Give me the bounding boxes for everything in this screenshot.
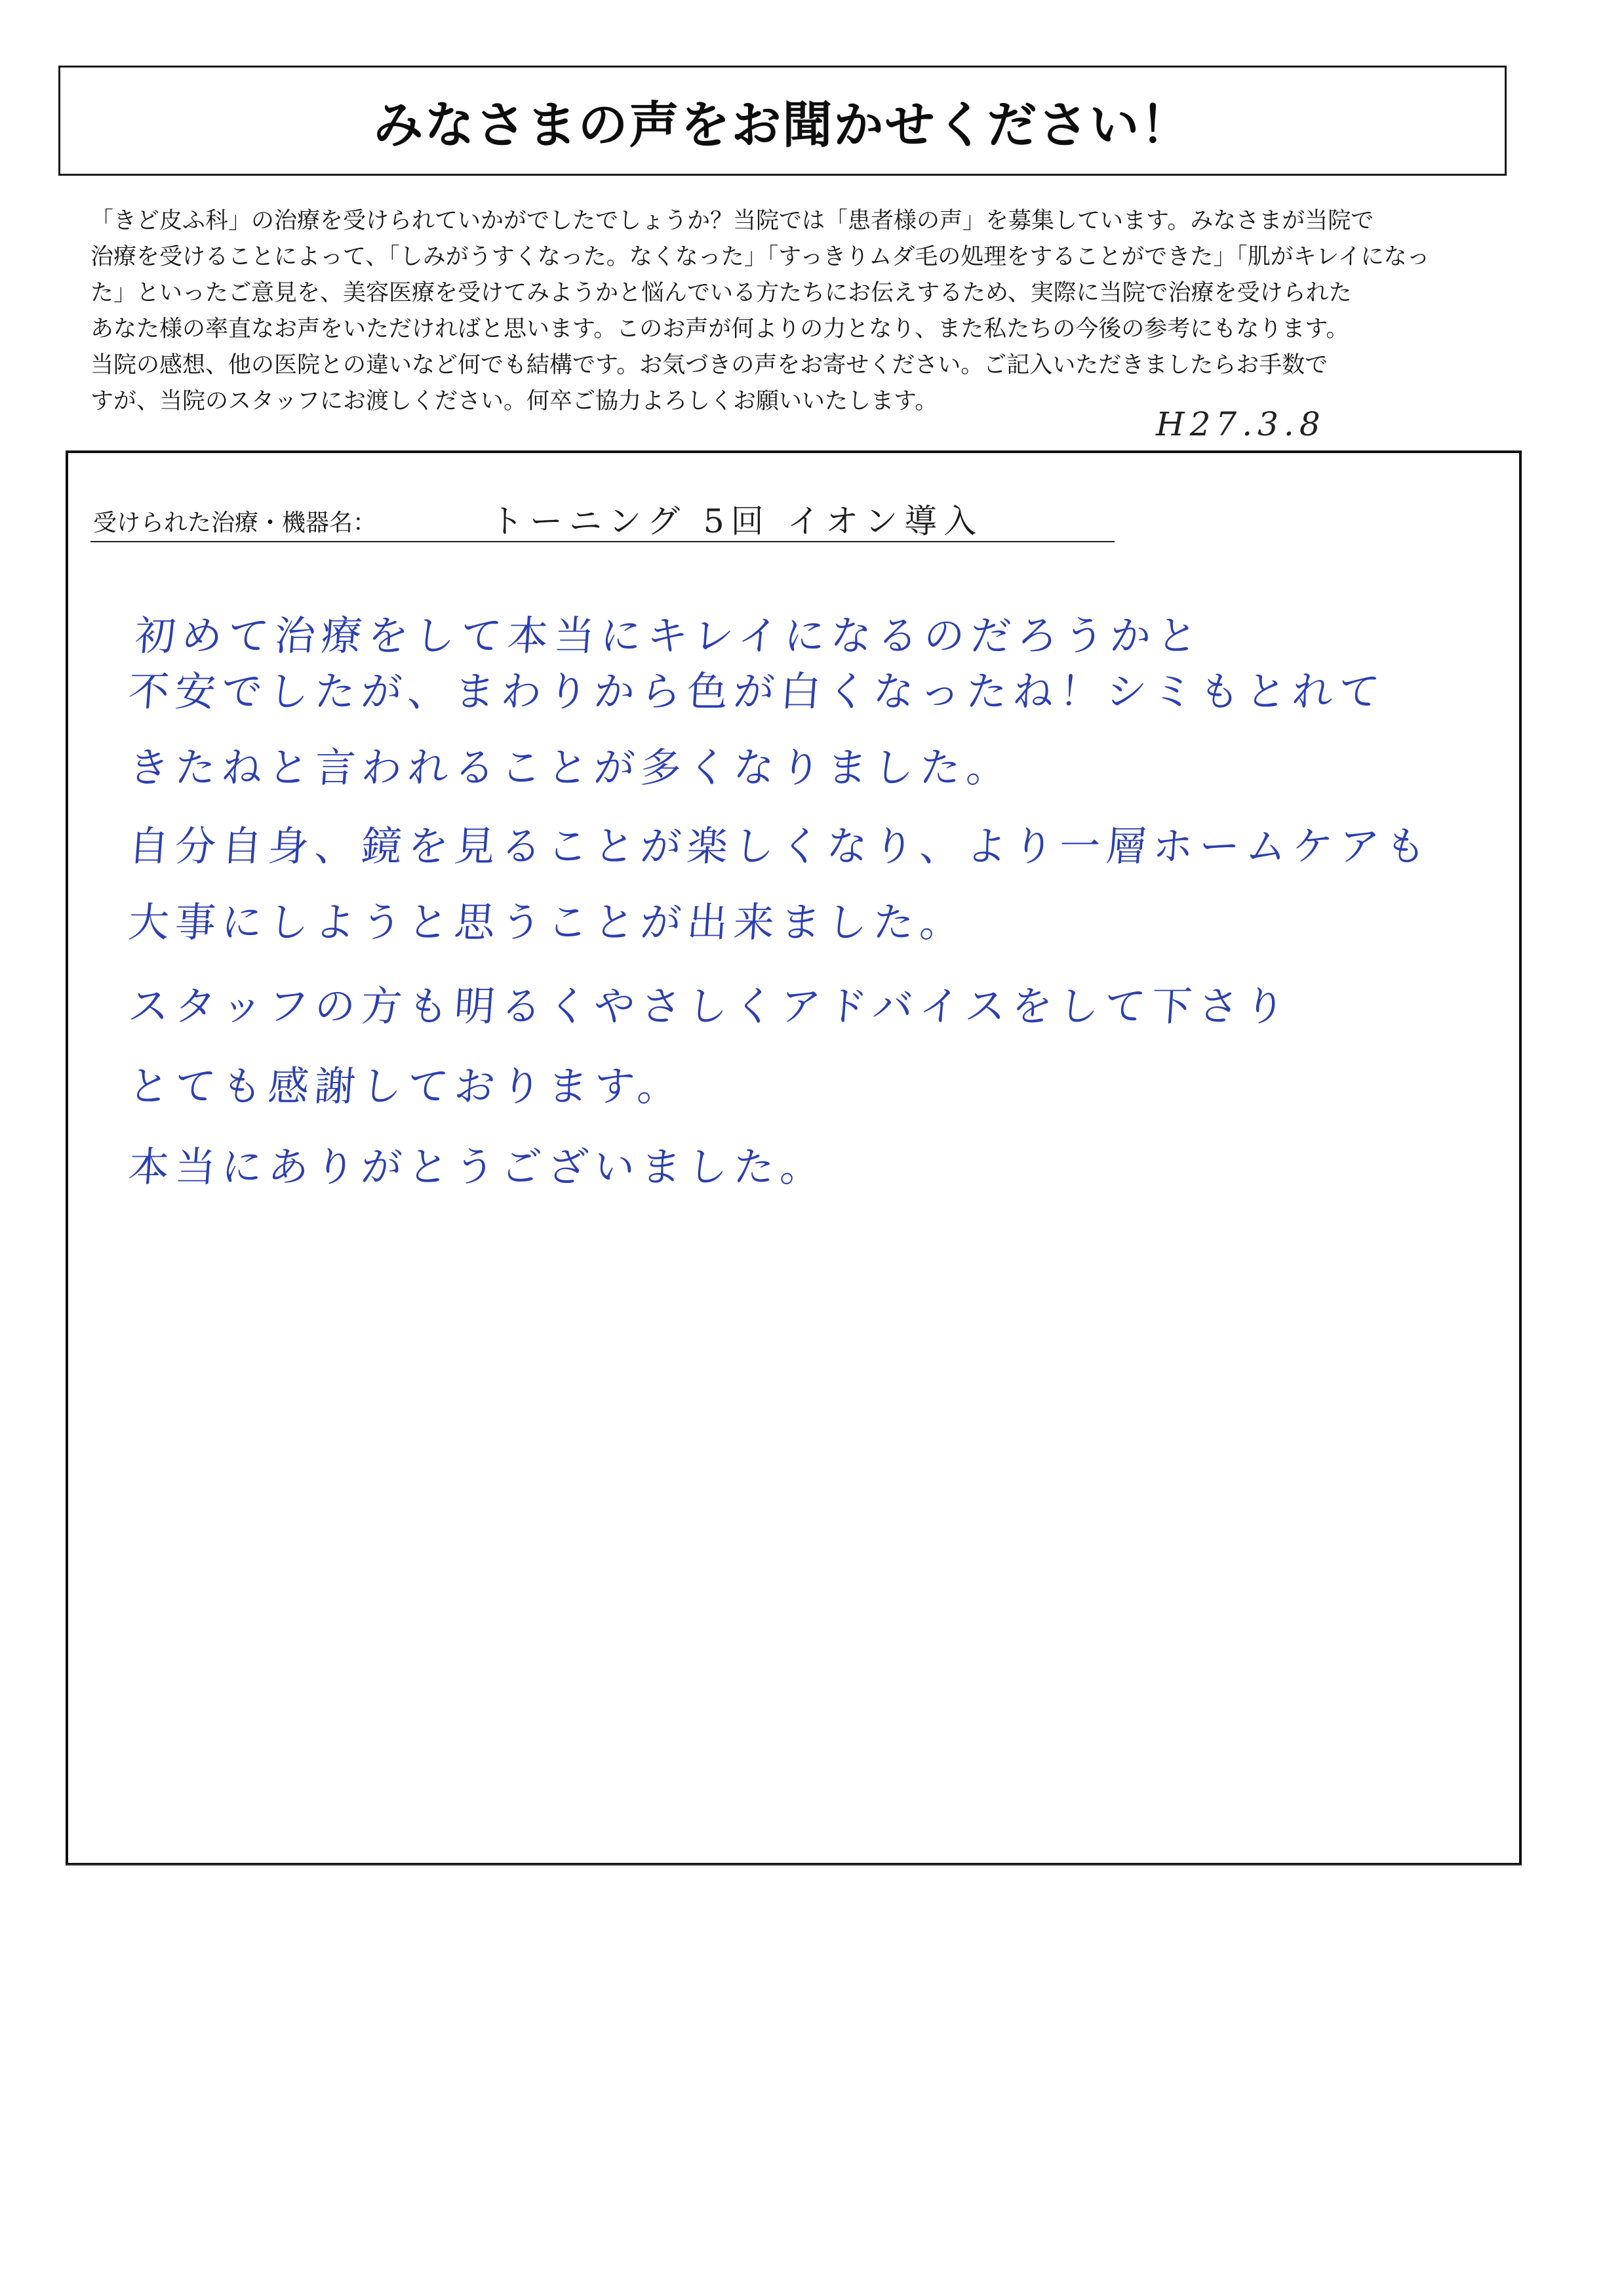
intro-line: あなた様の率直なお声をいただければと思います。このお声が何よりの力となり、また私たちの今後の参考にもなります。 xyxy=(90,316,1349,342)
box-bottom-rule xyxy=(66,1864,1522,1866)
intro-line: 治療を受けることによって、「しみがうすくなった。なくなった」「すっきりムダ毛の処理をすることができた」「肌がキレイになっ xyxy=(90,244,1430,270)
treatment-row xyxy=(90,492,1115,542)
comment-line: 初めて治療をして本当にキレイになるのだろうかと xyxy=(133,612,1205,660)
comment-line: きたねと言われることが多くなりました。 xyxy=(127,744,1015,791)
intro-line: た」といったご意見を、美容医療を受けてみようかと悩んでいる方たちにお伝えするため、実際に当院で治療を受けられた xyxy=(90,280,1352,306)
comment-box xyxy=(66,450,1522,1866)
intro-line: すが、当院のスタッフにお渡しください。何卒ご協力よろしくお願いいたします。 xyxy=(90,388,938,414)
comment-line: 自分自身、鏡を見ることが楽しくなり、より一層ホームケアも xyxy=(127,822,1434,870)
intro-line: 当院の感想、他の医院との違いなど何でも結構です。お気づきの声をお寄せください。ご記入いただきましたらお手数で xyxy=(90,352,1328,378)
treatment-label: 受けられた治療・機器名： xyxy=(93,509,377,536)
comment-line: とても感謝しております。 xyxy=(127,1062,686,1110)
intro-line: 「きど皮ふ科」の治療を受けられていかがでしたでしょうか？当院では「患者様の声」を募集しています。みなさまが当院で xyxy=(90,208,1374,234)
treatment-value: トーニング 5回 イオン導入 xyxy=(490,502,983,540)
comment-line: スタッフの方も明るくやさしくアドバイスをして下さり xyxy=(127,982,1293,1030)
comment-line: 大事にしようと思うことが出来ました。 xyxy=(127,898,968,946)
title-box xyxy=(58,66,1507,176)
page-title: みなさまの声をお聞かせください！ xyxy=(373,95,1192,154)
intro-paragraph xyxy=(90,203,1507,420)
comment-line: 本当にありがとうございました。 xyxy=(127,1143,829,1191)
handwritten-date: H27.3.8 xyxy=(1156,405,1326,443)
comment-line: 不安でしたが、まわりから色が白くなったね！シミもとれて xyxy=(127,668,1387,715)
